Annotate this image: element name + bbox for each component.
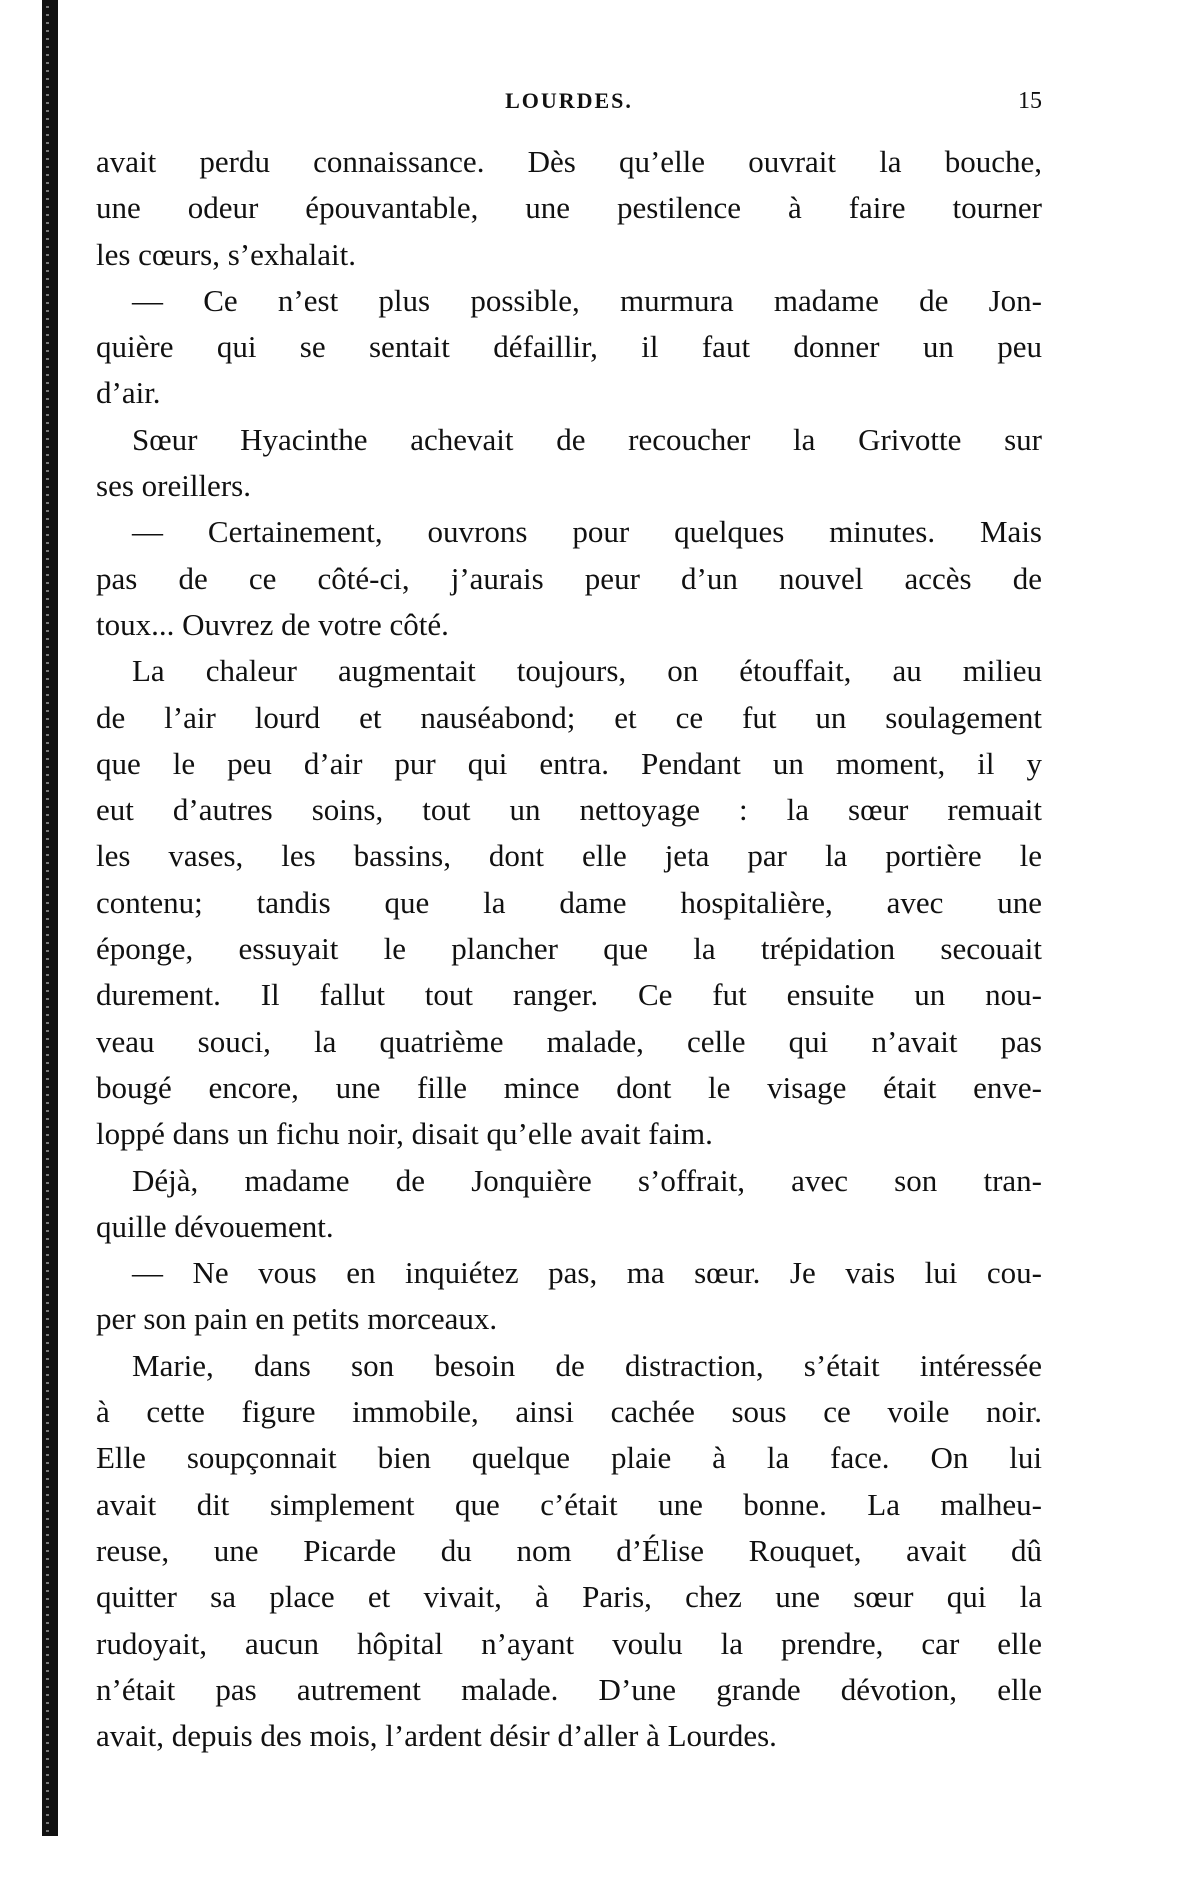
paragraph (96, 509, 1042, 648)
text-line: contenu; tandis que la dame hospitalière, avec une (96, 884, 1042, 920)
text-line: reuse, une Picarde du nom d’Élise Rouquet, avait dû (96, 1532, 1042, 1568)
paragraph (96, 648, 1042, 1157)
text-line: pas de ce côté-ci, j’aurais peur d’un nouvel accès de (96, 560, 1042, 596)
page-number: 15 (1018, 88, 1042, 114)
text-line: n’était pas autrement malade. D’une grande dévotion, elle (96, 1671, 1042, 1707)
text-line: — Certainement, ouvrons pour quelques minutes. Mais (132, 514, 1042, 550)
page-header (96, 88, 1042, 118)
text-line: que le peu d’air pur qui entra. Pendant un moment, il y (96, 745, 1042, 781)
text-line: per son pain en petits morceaux. (96, 1301, 498, 1337)
paragraph (96, 1250, 1042, 1343)
text-line: les vases, les bassins, dont elle jeta par la portière le (96, 838, 1042, 874)
text-line: Sœur Hyacinthe achevait de recoucher la Grivotte sur (132, 421, 1042, 457)
text-line: La chaleur augmentait toujours, on étouffait, au milieu (132, 653, 1042, 689)
paragraph (96, 1158, 1042, 1251)
text-line: quière qui se sentait défaillir, il faut donner un peu (96, 329, 1042, 365)
text-line: — Ne vous en inquiétez pas, ma sœur. Je vais lui cou- (132, 1255, 1042, 1291)
text-line: eut d’autres soins, tout un nettoyage : la sœur remuait (96, 792, 1042, 828)
text-line: éponge, essuyait le plancher que la trépidation secouait (96, 931, 1042, 967)
text-line: Déjà, madame de Jonquière s’offrait, avec son tran- (132, 1162, 1042, 1198)
text-line: toux... Ouvrez de votre côté. (96, 606, 449, 642)
text-line: avait dit simplement que c’était une bonne. La malheu- (96, 1486, 1042, 1522)
text-line: les cœurs, s’exhalait. (96, 236, 356, 272)
text-line: à cette figure immobile, ainsi cachée sous ce voile noir. (96, 1394, 1042, 1430)
text-line: ses oreillers. (96, 468, 251, 504)
text-line: loppé dans un fichu noir, disait qu’elle avait faim. (96, 1116, 713, 1152)
paragraph (96, 1343, 1042, 1760)
text-line: de l’air lourd et nauséabond; et ce fut un soulagement (96, 699, 1042, 735)
text-line: avait, depuis des mois, l’ardent désir d’aller à Lourdes. (96, 1718, 777, 1754)
text-line: veau souci, la quatrième malade, celle qui n’avait pas (96, 1023, 1042, 1059)
running-title: LOURDES. (505, 88, 633, 113)
text-line: quille dévouement. (96, 1208, 334, 1244)
text-line: — Ce n’est plus possible, murmura madame de Jon- (132, 282, 1042, 318)
text-line: avait perdu connaissance. Dès qu’elle ouvrait la bouche, (96, 144, 1042, 179)
text-line: Marie, dans son besoin de distraction, s’était intéressée (132, 1347, 1042, 1383)
text-line: durement. Il fallut tout ranger. Ce fut ensuite un nou- (96, 977, 1042, 1013)
book-binding-edge (42, 0, 58, 1836)
text-line: rudoyait, aucun hôpital n’ayant voulu la prendre, car elle (96, 1625, 1042, 1661)
body-text (96, 139, 1042, 1759)
text-line: Elle soupçonnait bien quelque plaie à la face. On lui (96, 1440, 1042, 1476)
paragraph (96, 278, 1042, 417)
text-line: quitter sa place et vivait, à Paris, chez une sœur qui la (96, 1579, 1042, 1615)
paragraph (96, 139, 1042, 278)
paragraph (96, 417, 1042, 510)
text-line: d’air. (96, 375, 161, 411)
text-line: bougé encore, une fille mince dont le visage était enve- (96, 1069, 1042, 1105)
text-line: une odeur épouvantable, une pestilence à faire tourner (96, 190, 1042, 226)
